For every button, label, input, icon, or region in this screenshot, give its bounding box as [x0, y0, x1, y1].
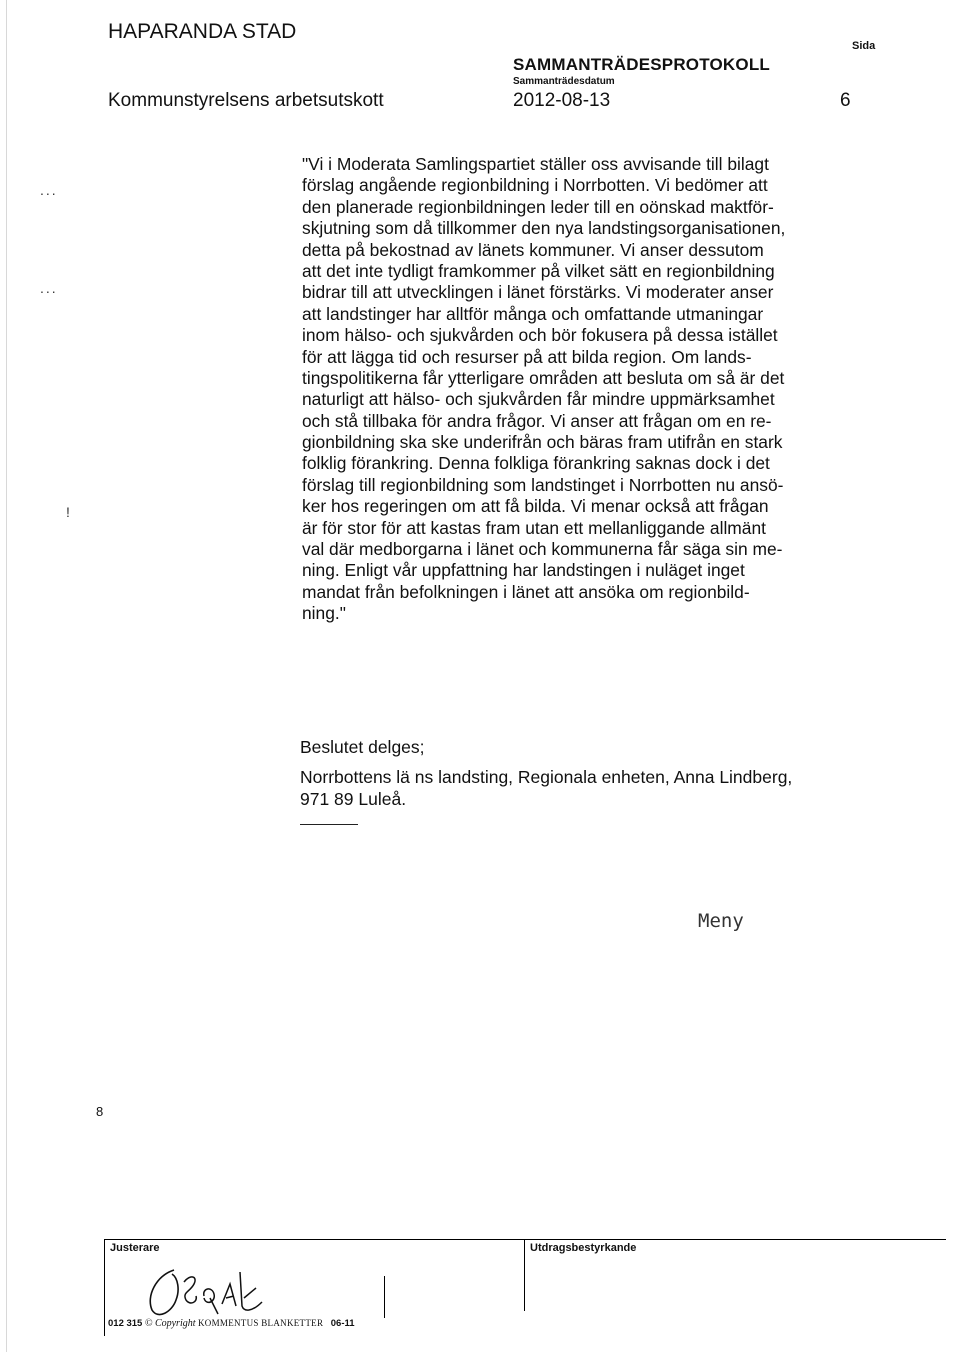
handwritten-signature — [138, 1262, 278, 1324]
quote-line: ning. Enligt vår uppfattning har landstingen i nuläget inget — [302, 560, 745, 581]
copyright-text: © Copyright — [144, 1318, 196, 1329]
quote-line: ker hos regeringen om att få bilda. Vi menar också att frågan — [302, 496, 769, 517]
quote-line: val där medborgarna i länet och kommunerna får säga sin me- — [302, 539, 783, 560]
quote-line: förslag till regionbildning som landstinget i Norrbotten nu ansö- — [302, 474, 784, 495]
footer-signature-divider — [384, 1276, 385, 1318]
quote-line: är för stor för att kastas fram utan ett mellanliggande allmänt — [302, 517, 766, 538]
page-label: Sida — [852, 40, 876, 52]
footer-left-border — [104, 1239, 105, 1336]
distribution-address: 971 89 Luleå. — [300, 789, 407, 809]
quote-line: ning." — [302, 603, 346, 624]
footer-rule — [104, 1239, 946, 1240]
quote-line: naturligt att hälso- och sjukvården får mindre uppmärksamhet — [302, 389, 775, 410]
margin-mark: ... — [40, 280, 58, 296]
separator-line — [300, 824, 358, 825]
form-copyright — [108, 1318, 355, 1329]
extract-certification-label: Utdragsbestyrkande — [530, 1242, 637, 1254]
meeting-date-label: Sammanträdesdatum — [513, 76, 615, 87]
quote-line: att det inte tydligt framkommer på vilket sätt en regionbildning — [302, 260, 775, 281]
adjuster-label: Justerare — [110, 1242, 160, 1254]
quote-line: folklig förankring. Denna folkliga förankring saknas dock i det — [302, 453, 770, 474]
page-number: 6 — [840, 90, 851, 111]
quote-line: för att lägga tid och resurser på att bilda region. Om lands- — [302, 346, 752, 367]
quote-line: detta på bekostnad av länets kommuner. Vi anser dessutom — [302, 239, 764, 260]
distribution-heading: Beslutet delges; — [300, 737, 425, 757]
margin-mark: ... — [40, 182, 58, 198]
publisher-name: KOMMENTUS BLANKETTER — [198, 1318, 324, 1328]
meeting-date: 2012-08-13 — [513, 90, 611, 111]
quote-line: att landstinger har alltför många och omfattande utmaningar — [302, 303, 764, 324]
quote-paragraph — [302, 154, 857, 625]
document-type: SAMMANTRÄDESPROTOKOLL — [513, 55, 770, 74]
menu-link[interactable]: Meny — [698, 910, 744, 932]
municipality-name: HAPARANDA STAD — [108, 20, 297, 43]
margin-number: 8 — [96, 1104, 104, 1119]
distribution-block — [300, 736, 860, 810]
quote-line: mandat från befolkningen i länet att ansöka om regionbild- — [302, 581, 750, 602]
quote-line: och stå tillbaka för andra frågor. Vi anser att frågan om en re- — [302, 410, 772, 431]
quote-line: bidrar till att utvecklingen i länet förstärks. Vi moderater anser — [302, 282, 774, 303]
quote-line: den planerade regionbildningen leder till en oönskad maktför- — [302, 196, 774, 217]
form-version: 06-11 — [330, 1318, 355, 1329]
quote-line: gionbildning ska ske underifrån och bäras fram utifrån en stark — [302, 432, 783, 453]
quote-line: skjutning som då tillkommer den nya landstingsorganisationen, — [302, 218, 786, 239]
margin-mark: ! — [66, 504, 72, 520]
quote-line: inom hälso- och sjukvården och bör fokusera på dessa istället — [302, 325, 778, 346]
footer-divider — [524, 1239, 525, 1311]
quote-line: "Vi i Moderata Samlingspartiet ställer oss avvisande till bilagt — [302, 154, 769, 174]
quote-line: tingspolitikerna får ytterligare områden att besluta om så är det — [302, 367, 785, 388]
scan-edge-rule — [6, 0, 7, 1352]
spacer — [300, 758, 860, 766]
distribution-recipient: Norrbottens lä ns landsting, Regionala enheten, Anna Lindberg, — [300, 767, 793, 787]
form-code: 012 315 — [108, 1318, 143, 1329]
quote-line: förslag angående regionbildning i Norrbotten. Vi bedömer att — [302, 175, 768, 196]
committee-name: Kommunstyrelsens arbetsutskott — [108, 90, 384, 111]
